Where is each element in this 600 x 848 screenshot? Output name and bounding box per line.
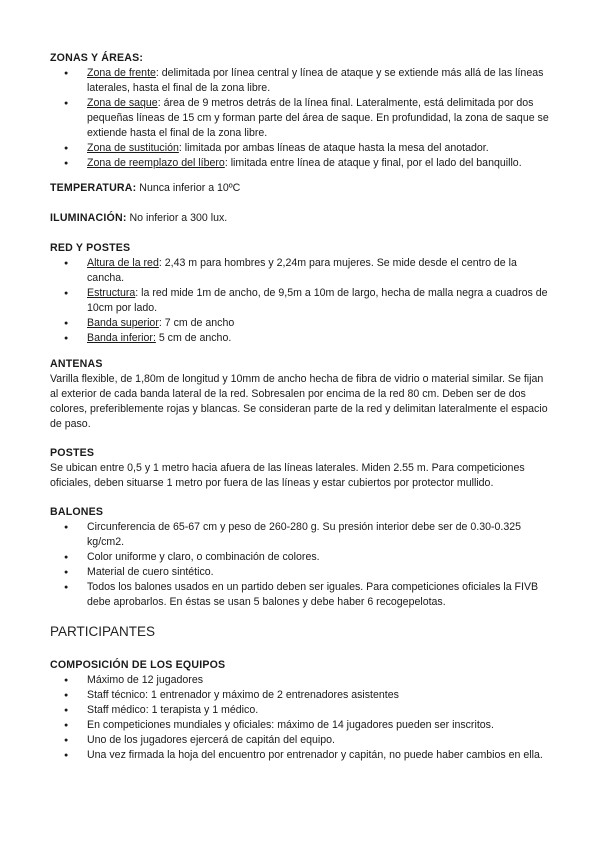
- item-text: : limitada por ambas líneas de ataque hasta la mesa del anotador.: [178, 142, 489, 154]
- list-item: [50, 286, 550, 316]
- balones-list: [50, 520, 550, 610]
- term: Zona de saque: [87, 97, 158, 109]
- zonas-heading: ZONAS Y ÁREAS:: [50, 52, 144, 64]
- term: Banda superior: [87, 317, 159, 329]
- iluminacion-label: ILUMINACIÓN:: [50, 212, 127, 224]
- list-item: ● Uno de los jugadores ejercerá de capitán del equipo.: [50, 733, 550, 748]
- balones-heading: BALONES: [50, 506, 104, 518]
- postes-text: Se ubican entre 0,5 y 1 metro hacia afuera de las líneas laterales. Miden 2.55 m. Para competiciones oficiales, deben situarse 1 metro por fuera de las líneas y estar cubiertos por protector mullido.: [50, 462, 525, 489]
- list-item: [50, 256, 550, 286]
- list-item: ● Color uniforme y claro, o combinación de colores.: [50, 550, 550, 565]
- zonas-section: [50, 51, 550, 171]
- list-item: ● Máximo de 12 jugadores: [50, 673, 550, 688]
- list-item: [50, 156, 550, 171]
- postes-heading: POSTES: [50, 447, 95, 459]
- list-item: [50, 331, 550, 346]
- term: Zona de frente: [87, 67, 156, 79]
- list-item: ● Staff médico: 1 terapista y 1 médico.: [50, 703, 550, 718]
- item-text: : área de 9 metros detrás de la línea final. Lateralmente, está delimitada por dos pequeñas líneas de 15 cm y forman parte del área de saque. En profundidad, la zona de saque se extiende hasta el final de la zona libre.: [87, 97, 549, 139]
- term: Altura de la red: [87, 257, 159, 269]
- list-item: [50, 66, 550, 96]
- item-text: : la red mide 1m de ancho, de 9,5m a 10m de largo, hecha de malla negra a cuadros de 10cm por lado.: [87, 287, 548, 314]
- list-item: ● Staff técnico: 1 entrenador y máximo de 2 entrenadores asistentes: [50, 688, 550, 703]
- list-item: ● Material de cuero sintético.: [50, 565, 550, 580]
- item-text: : limitada entre línea de ataque y final, por el lado del banquillo.: [224, 157, 522, 169]
- list-item: ● Todos los balones usados en un partido deben ser iguales. Para competiciones oficiales la FIVB debe aprobarlos. En éstas se usan 5 balones y debe haber 6 recogepelotas.: [50, 580, 550, 610]
- participantes-title: PARTICIPANTES: [50, 624, 156, 639]
- antenas-heading: ANTENAS: [50, 358, 103, 370]
- term: Zona de sustitución: [87, 142, 179, 154]
- composicion-heading: COMPOSICIÓN DE LOS EQUIPOS: [50, 659, 226, 671]
- temperatura-value: Nunca inferior a 10ºC: [136, 182, 241, 194]
- antenas-section: [50, 357, 550, 432]
- iluminacion-line: [50, 211, 550, 226]
- term: Zona de reemplazo del líbero: [87, 157, 225, 169]
- iluminacion-value: No inferior a 300 lux.: [126, 212, 228, 224]
- item-text: : 7 cm de ancho: [158, 317, 235, 329]
- item-text: 5 cm de ancho.: [155, 332, 232, 344]
- balones-section: [50, 505, 550, 610]
- item-text: : 2,43 m para hombres y 2,24m para mujeres. Se mide desde el centro de la cancha.: [87, 257, 517, 284]
- term: Banda inferior:: [87, 332, 156, 344]
- zonas-list: [50, 66, 550, 171]
- temperatura-line: [50, 181, 550, 196]
- list-item: [50, 141, 550, 156]
- list-item: ● En competiciones mundiales y oficiales: máximo de 14 jugadores pueden ser inscritos.: [50, 718, 550, 733]
- term: Estructura: [87, 287, 136, 299]
- list-item: [50, 96, 550, 141]
- red-section: [50, 241, 550, 346]
- red-heading: RED Y POSTES: [50, 242, 131, 254]
- red-list: [50, 256, 550, 346]
- list-item: ● Circunferencia de 65-67 cm y peso de 260-280 g. Su presión interior debe ser de 0.30-0.325 kg/cm2.: [50, 520, 550, 550]
- list-item: [50, 316, 550, 331]
- list-item: ● Una vez firmada la hoja del encuentro por entrenador y capitán, no puede haber cambios en ella.: [50, 748, 550, 763]
- composicion-list: [50, 673, 550, 763]
- temperatura-label: TEMPERATURA:: [50, 182, 137, 194]
- composicion-section: [50, 658, 550, 763]
- item-text: : delimitada por línea central y línea de ataque y se extiende más allá de las líneas laterales, hasta el final de la zona libre.: [87, 67, 544, 94]
- antenas-text: Varilla flexible, de 1,80m de longitud y 10mm de ancho hecha de fibra de vidrio o material similar. Se fijan al exterior de cada banda lateral de la red. Sobresalen por encima de la red 80 cm. Deben ser de dos colores, preferiblemente rojas y blancas. Se consideran parte de la red y delimitan lateralmente el espacio de paso.: [50, 373, 548, 430]
- postes-section: [50, 446, 550, 491]
